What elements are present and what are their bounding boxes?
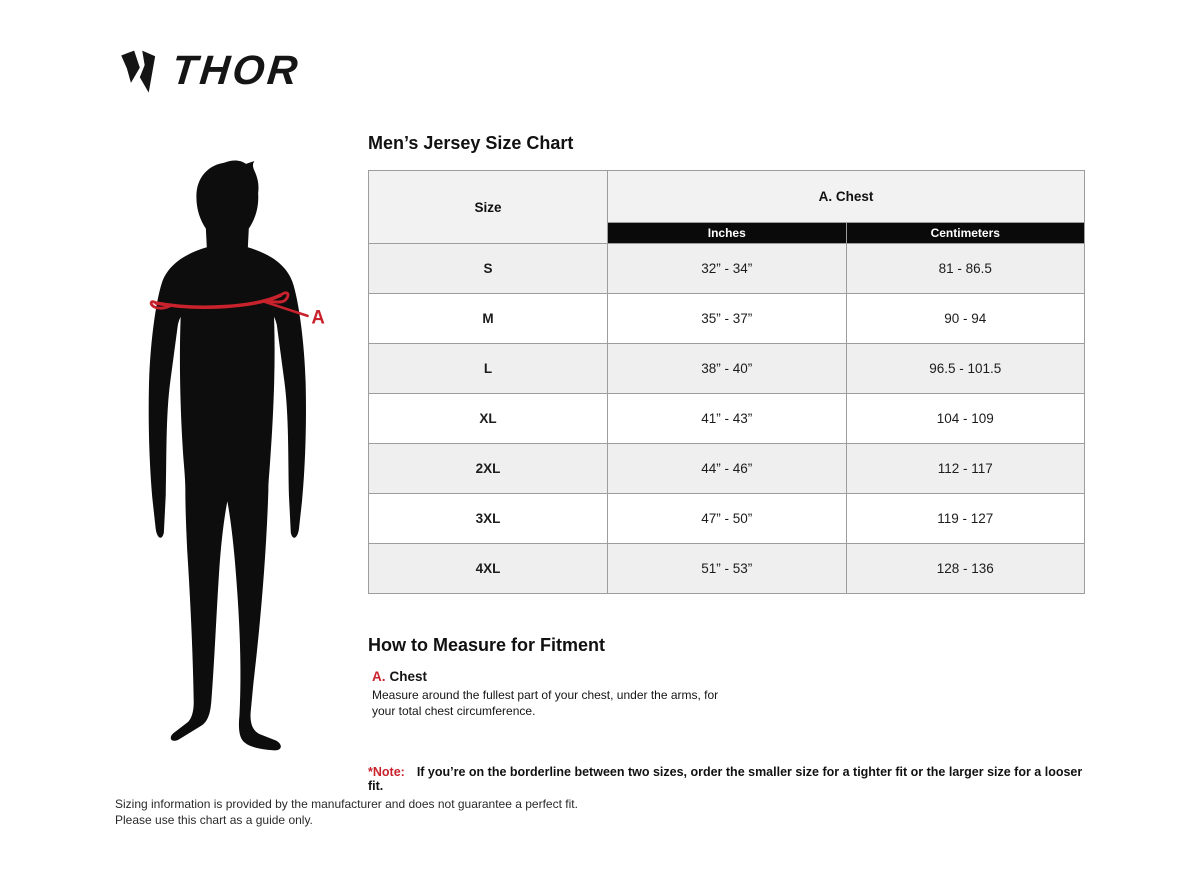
note-text: If you’re on the borderline between two sizes, order the smaller size for a tighter fit or the larger size for a looser fit. [368, 765, 1083, 793]
size-table-body [369, 244, 1085, 594]
size-cell: 3XL [369, 494, 608, 544]
size-cell: S [369, 244, 608, 294]
cm-cell: 119 - 127 [846, 494, 1085, 544]
brand-logo [118, 44, 303, 96]
measure-description: Measure around the fullest part of your chest, under the arms, for your total chest circumference. [372, 688, 719, 718]
cm-cell: 128 - 136 [846, 544, 1085, 594]
inches-cell: 51” - 53” [608, 544, 847, 594]
table-row [369, 294, 1085, 344]
silhouette-shape [149, 160, 306, 750]
chart-title: Men’s Jersey Size Chart [368, 133, 574, 153]
centimeters-column-header: Centimeters [846, 223, 1085, 244]
table-row [369, 494, 1085, 544]
measure-section-heading: How to Measure for Fitment [368, 635, 606, 655]
size-chart-table [368, 170, 1085, 594]
size-cell: M [369, 294, 608, 344]
table-row [369, 394, 1085, 444]
table-row [369, 544, 1085, 594]
sizing-note [368, 765, 1085, 793]
measure-name: Chest [389, 669, 428, 684]
size-cell: XL [369, 394, 608, 444]
body-measurement-figure [134, 158, 330, 766]
inches-cell: 44” - 46” [608, 444, 847, 494]
cm-cell: 90 - 94 [846, 294, 1085, 344]
measure-letter: A. [372, 669, 386, 684]
size-cell: 4XL [369, 544, 608, 594]
inches-column-header: Inches [608, 223, 847, 244]
cm-cell: 96.5 - 101.5 [846, 344, 1085, 394]
brand-wordmark: THOR [169, 46, 303, 93]
size-cell: L [369, 344, 608, 394]
table-row [369, 244, 1085, 294]
inches-cell: 35” - 37” [608, 294, 847, 344]
disclaimer-line-2: Please use this chart as a guide only. [115, 812, 313, 827]
size-cell: 2XL [369, 444, 608, 494]
cm-cell: 81 - 86.5 [846, 244, 1085, 294]
disclaimer-line-1: Sizing information is provided by the manufacturer and does not guarantee a perfect fit. [115, 797, 578, 811]
inches-cell: 38” - 40” [608, 344, 847, 394]
inches-cell: 47” - 50” [608, 494, 847, 544]
male-silhouette [134, 158, 330, 766]
cm-cell: 112 - 117 [846, 444, 1085, 494]
measure-point-label: A [311, 307, 325, 329]
note-label: *Note: [368, 765, 405, 779]
size-column-header: Size [369, 171, 608, 244]
chest-group-header: A. Chest [608, 171, 1085, 223]
cm-cell: 104 - 109 [846, 394, 1085, 444]
measure-item-chest [372, 669, 737, 720]
main-content [368, 0, 1085, 870]
inches-cell: 32” - 34” [608, 244, 847, 294]
table-row [369, 444, 1085, 494]
footer-disclaimer [115, 797, 578, 828]
thor-horns-icon [118, 44, 160, 96]
inches-cell: 41” - 43” [608, 394, 847, 444]
table-row [369, 344, 1085, 394]
